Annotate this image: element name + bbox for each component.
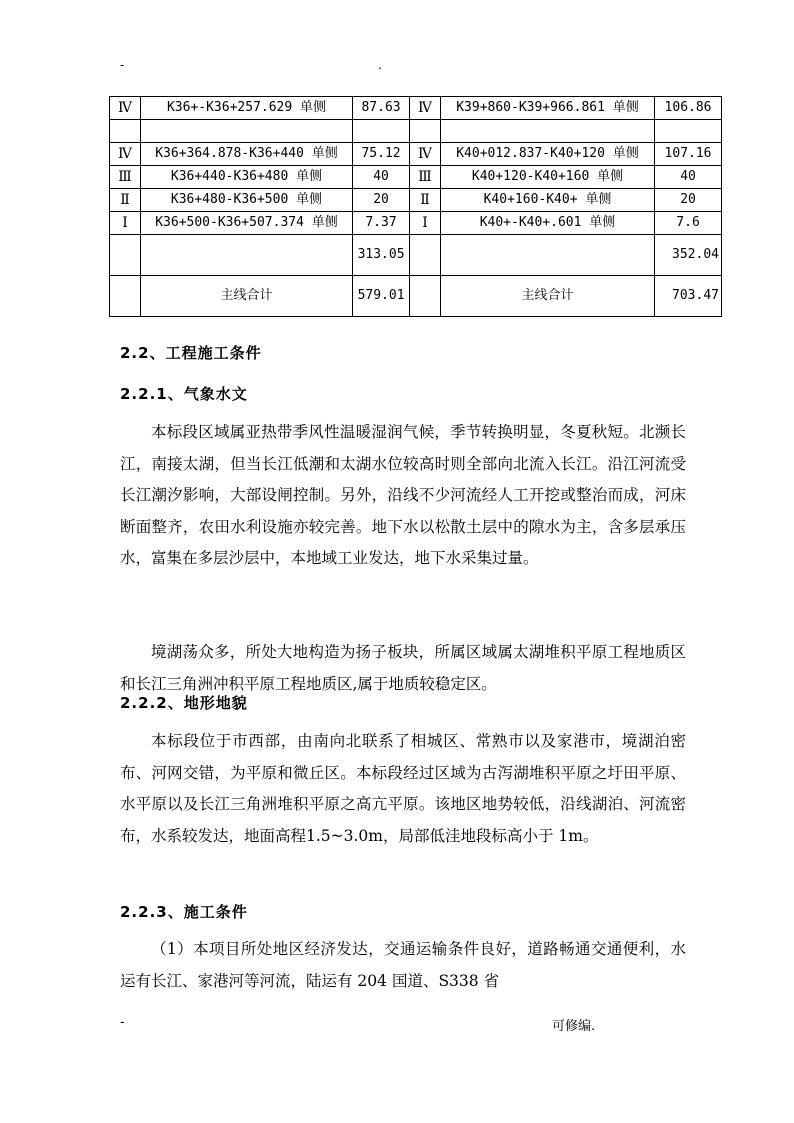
range-cell: K36+364.878-K36+440 单侧 xyxy=(140,143,352,166)
table-row xyxy=(110,120,722,143)
range-cell: 主线合计 xyxy=(440,276,654,317)
range-cell xyxy=(440,120,654,143)
level-cell: Ⅲ xyxy=(110,166,141,189)
paragraph-geology: 境湖荡众多，所处大地构造为扬子板块，所属区域属太湖堆积平原工程地质区和长江三角洲冲积平原工程地质区,属于地质较稳定区。 xyxy=(120,643,686,693)
header-mark-left: - xyxy=(120,58,125,72)
length-cell xyxy=(353,120,410,143)
range-cell: K39+860-K39+966.861 单侧 xyxy=(440,97,654,120)
level-cell xyxy=(410,276,441,317)
paragraph-construction: （1）本项目所处地区经济发达，交通运输条件良好，道路畅通交通便利，水运有长江、家港河等河流，陆运有 204 国道、S338 省 xyxy=(120,940,686,990)
level-cell: Ⅰ xyxy=(110,212,141,235)
length-cell: 40 xyxy=(353,166,410,189)
section-heading-2-2-1: 2.2.1、气象水文 xyxy=(120,385,248,403)
range-cell: K36+500-K36+507.374 单侧 xyxy=(140,212,352,235)
table-row xyxy=(110,189,722,212)
section-heading-2-2: 2.2、工程施工条件 xyxy=(120,344,262,362)
range-cell: K40+012.837-K40+120 单侧 xyxy=(440,143,654,166)
length-cell: 87.63 xyxy=(353,97,410,120)
range-cell: K40+120-K40+160 单侧 xyxy=(440,166,654,189)
length-cell: 107.16 xyxy=(655,143,722,166)
range-cell xyxy=(140,235,352,276)
footer-editable-note: 可修编. xyxy=(552,1019,596,1034)
footer-mark-left: - xyxy=(120,1015,125,1030)
length-cell: 313.05 xyxy=(353,235,410,276)
range-cell: 主线合计 xyxy=(140,276,352,317)
length-cell: 75.12 xyxy=(353,143,410,166)
length-cell: 7.6 xyxy=(655,212,722,235)
length-cell: 352.04 xyxy=(655,235,722,276)
table-row xyxy=(110,276,722,317)
paragraph-climate: 本标段区域属亚热带季风性温暖湿润气候，季节转换明显，冬夏秋短。北濒长江，南接太湖，但当长江低潮和太湖水位较高时则全部向北流入长江。沿江河流受长江潮汐影响，大部设闸控制。另外，沿线不少河流经人工开挖或整治而成，河床断面整齐，农田水利设施亦较完善。地下水以松散土层中的隙水为主，含多层承压水，富集在多层沙层中，本地域工业发达，地下水采集过量。 xyxy=(120,423,686,567)
level-cell xyxy=(110,120,141,143)
level-cell: Ⅱ xyxy=(410,189,441,212)
level-cell: Ⅲ xyxy=(410,166,441,189)
header-mark-center: . xyxy=(378,58,382,72)
level-cell xyxy=(110,276,141,317)
range-cell: K36+440-K36+480 单侧 xyxy=(140,166,352,189)
paragraph-terrain: 本标段位于市西部，由南向北联系了相城区、常熟市以及家港市，境湖泊密布、河网交错，为平原和微丘区。本标段经过区域为古泻湖堆积平原之圩田平原、水平原以及长江三角洲堆积平原之高亢平原。该地区地势较低，沿线湖泊、河流密布，水系较发达，地面高程1.5~3.0m，局部低洼地段标高小于 1m。 xyxy=(120,732,686,845)
level-cell: Ⅰ xyxy=(410,212,441,235)
length-cell: 703.47 xyxy=(655,276,722,317)
length-cell: 7.37 xyxy=(353,212,410,235)
range-cell xyxy=(440,235,654,276)
section-heading-2-2-3: 2.2.3、施工条件 xyxy=(120,903,248,921)
length-cell: 579.01 xyxy=(353,276,410,317)
table-row xyxy=(110,212,722,235)
table-row xyxy=(110,143,722,166)
length-cell: 106.86 xyxy=(655,97,722,120)
length-cell: 20 xyxy=(353,189,410,212)
table-row xyxy=(110,97,722,120)
range-cell: K36+480-K36+500 单侧 xyxy=(140,189,352,212)
range-cell: K40+-K40+.601 单侧 xyxy=(440,212,654,235)
table-row xyxy=(110,235,722,276)
level-cell: Ⅳ xyxy=(410,143,441,166)
range-cell: K40+160-K40+ 单侧 xyxy=(440,189,654,212)
table-row xyxy=(110,166,722,189)
length-cell: 40 xyxy=(655,166,722,189)
level-cell xyxy=(110,235,141,276)
road-segment-table xyxy=(109,96,722,317)
level-cell: Ⅳ xyxy=(110,143,141,166)
level-cell: Ⅳ xyxy=(410,97,441,120)
length-cell xyxy=(655,120,722,143)
range-cell xyxy=(140,120,352,143)
section-heading-2-2-2: 2.2.2、地形地貌 xyxy=(120,694,248,712)
level-cell xyxy=(410,235,441,276)
length-cell: 20 xyxy=(655,189,722,212)
level-cell xyxy=(410,120,441,143)
level-cell: Ⅳ xyxy=(110,97,141,120)
range-cell: K36+-K36+257.629 单侧 xyxy=(140,97,352,120)
level-cell: Ⅱ xyxy=(110,189,141,212)
